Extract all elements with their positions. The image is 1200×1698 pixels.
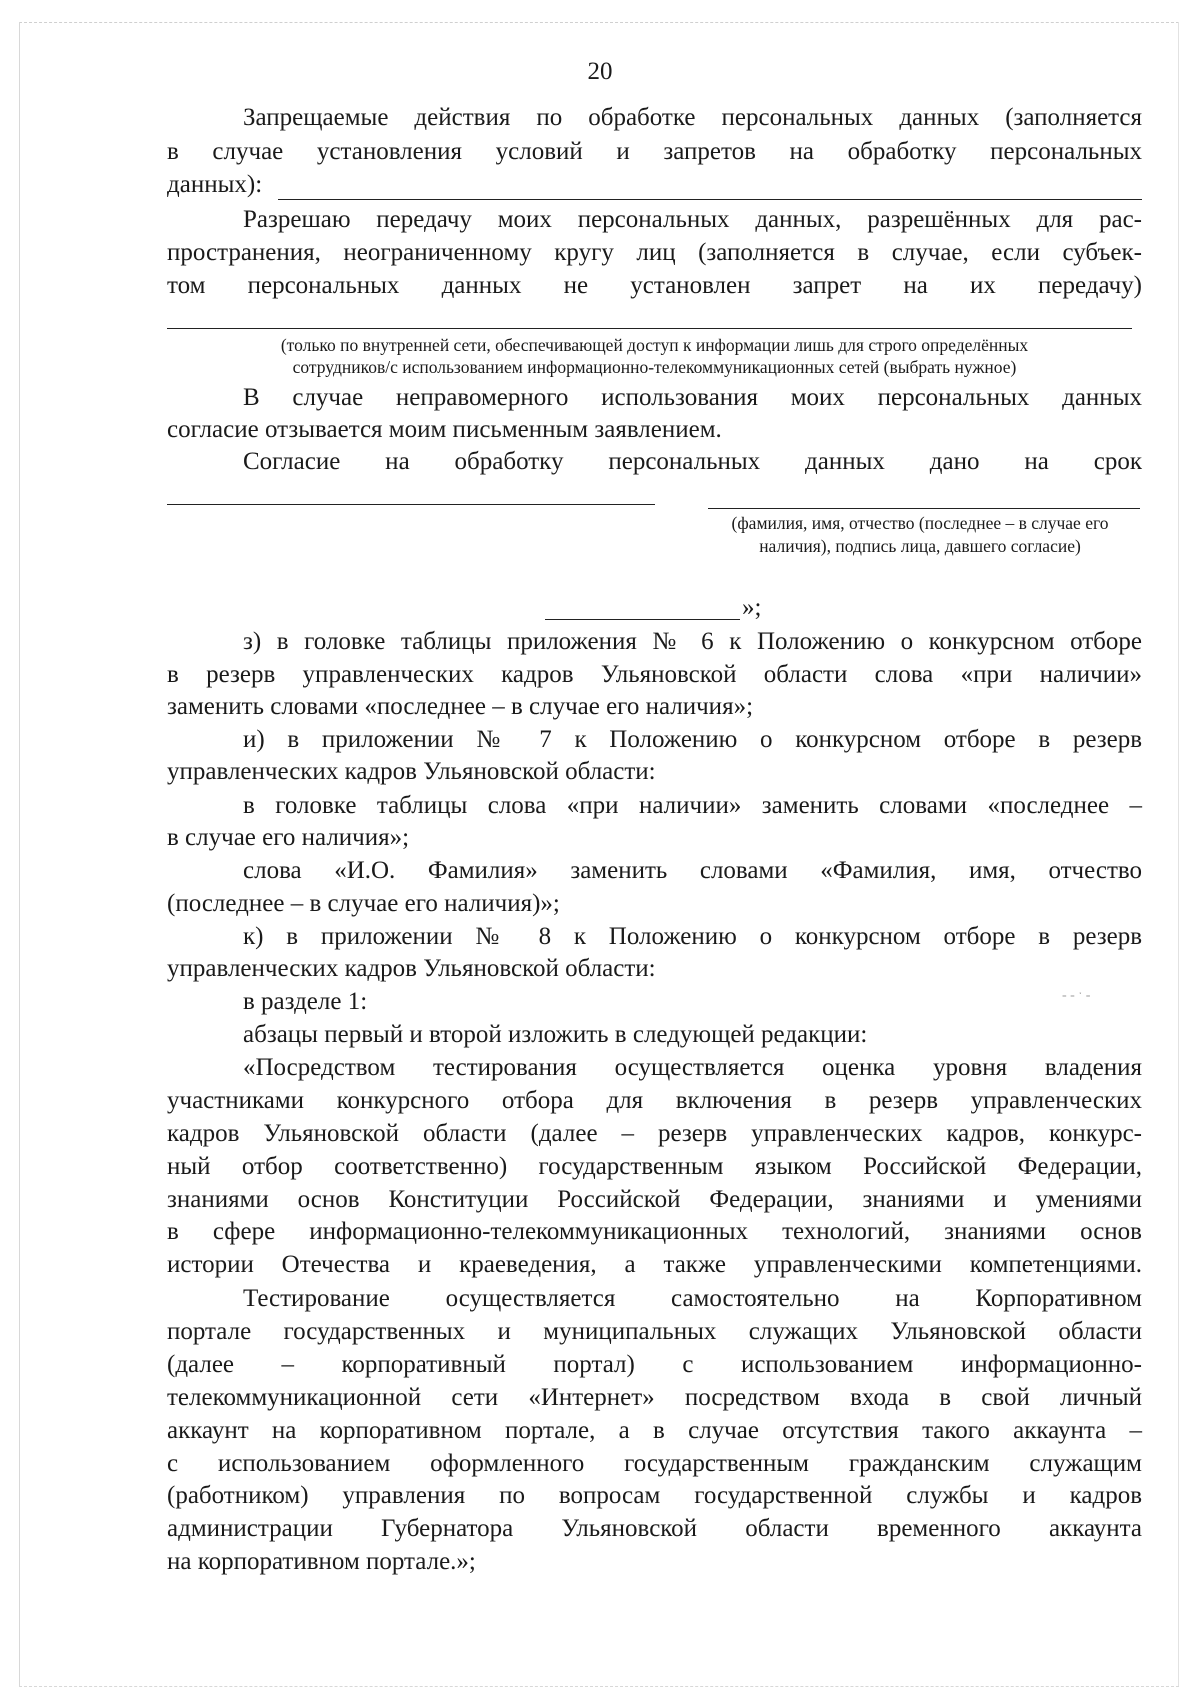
quote2-line-1: Тестирование осуществляется самостоятельно на Корпоративном (243, 1285, 1142, 1312)
permit-fill-line (167, 328, 1132, 329)
quote2-line-6: с использованием оформленного государственным гражданским служащим (167, 1450, 1142, 1477)
quote1-line-2: участниками конкурсного отбора для включения в резерв управленческих (167, 1087, 1142, 1114)
scan-border-bottom (19, 1686, 1179, 1687)
page-number: 20 (587, 58, 613, 85)
signature-fill-line (708, 508, 1140, 509)
closing-quote: »; (742, 594, 762, 621)
scan-border-right (1178, 22, 1179, 1687)
amend-k-line-2: управленческих кадров Ульяновской области: (167, 955, 656, 982)
quote1-line-5: знаниями основ Конституции Российской Федерации, знаниями и умениями (167, 1186, 1142, 1213)
section-line: в разделе 1: (243, 988, 368, 1015)
quote1-line-7: истории Отечества и краеведения, а также управленческими компетенциями. (167, 1251, 1142, 1278)
signature-note-line-1: (фамилия, имя, отчество (последнее – в случае его (731, 513, 1109, 533)
term-fill-line (167, 504, 655, 505)
prohibited-line-3: данных): (167, 171, 263, 198)
permit-line-3: том персональных данных не установлен запрет на их передачу) (167, 272, 1142, 299)
quote2-line-3: (далее – корпоративный портал) с использованием информационно- (167, 1351, 1142, 1378)
quote2-line-9: на корпоративном портале.»; (167, 1548, 476, 1575)
amend-z-line-1: з) в головке таблицы приложения № 6 к Положению о конкурсном отборе (243, 628, 1142, 655)
quote2-line-2: портале государственных и муниципальных служащих Ульяновской области (167, 1318, 1142, 1345)
prohibited-line-1: Запрещаемые действия по обработке персональных данных (заполняется (243, 104, 1142, 131)
quote1-line-3: кадров Ульяновской области (далее – резерв управленческих кадров, конкурс- (167, 1120, 1142, 1147)
amend-k-line-1: к) в приложении № 8 к Положению о конкурсном отборе в резерв (243, 923, 1142, 950)
quote2-line-8: администрации Губернатора Ульяновской области временного аккаунта (167, 1515, 1142, 1542)
misuse-line-1: В случае неправомерного использования моих персональных данных (243, 384, 1142, 411)
quote1-line-1: «Посредством тестирования осуществляется оценка уровня владения (243, 1054, 1142, 1081)
quote1-line-4: ный отбор соответственно) государственным языком Российской Федерации, (167, 1153, 1142, 1180)
permit-line-2: пространения, неограниченному кругу лиц (заполняется в случае, если субъек- (167, 239, 1142, 266)
amend-i-head-line-2: в случае его наличия»; (167, 824, 410, 851)
prohibited-fill-line (278, 199, 1142, 200)
amend-z-line-3: заменить словами «последнее – в случае его наличия»; (167, 693, 754, 720)
prohibited-line-2: в случае установления условий и запретов на обработку персональных (167, 138, 1142, 165)
network-note-line-1: (только по внутренней сети, обеспечивающей доступ к информации лишь для строго определённых (280, 335, 1029, 355)
quote2-line-5: аккаунт на корпоративном портале, а в случае отсутствия такого аккаунта – (167, 1417, 1142, 1444)
quote1-line-6: в сфере информационно-телекоммуникационных технологий, знаниями основ (167, 1218, 1142, 1245)
amend-i-words-line-2: (последнее – в случае его наличия)»; (167, 890, 560, 917)
quote2-line-4: телекоммуникационной сети «Интернет» посредством входа в свой личный (167, 1384, 1142, 1411)
term-line: Согласие на обработку персональных данных дано на срок (243, 448, 1142, 475)
amend-i-head-line-1: в головке таблицы слова «при наличии» заменить словами «последнее – (243, 792, 1142, 819)
misuse-line-2: согласие отзывается моим письменным заявлением. (167, 416, 722, 443)
amend-i-line-1: и) в приложении № 7 к Положению о конкурсном отборе в резерв (243, 726, 1142, 753)
paragraphs-intro-line: абзацы первый и второй изложить в следующей редакции: (243, 1021, 868, 1048)
permit-line-1: Разрешаю передачу моих персональных данных, разрешённых для рас- (243, 206, 1142, 233)
amend-z-line-2: в резерв управленческих кадров Ульяновской области слова «при наличии» (167, 661, 1142, 688)
signature-note-line-2: наличия), подпись лица, давшего согласие) (759, 536, 1081, 556)
amend-i-line-2: управленческих кадров Ульяновской области: (167, 758, 656, 785)
quote2-line-7: (работником) управления по вопросам государственной службы и кадров (167, 1482, 1142, 1509)
scan-speck: ‐ ‐ ˑ ‐ (1062, 988, 1091, 1003)
network-note-line-2: сотрудников/с использованием информационно-телекоммуникационных сетей (выбрать нужное) (292, 357, 1017, 377)
scan-border-left (19, 22, 20, 1687)
closing-fill-line (545, 619, 740, 620)
amend-i-words-line-1: слова «И.О. Фамилия» заменить словами «Фамилия, имя, отчество (243, 857, 1142, 884)
scan-border-top (19, 22, 1179, 23)
